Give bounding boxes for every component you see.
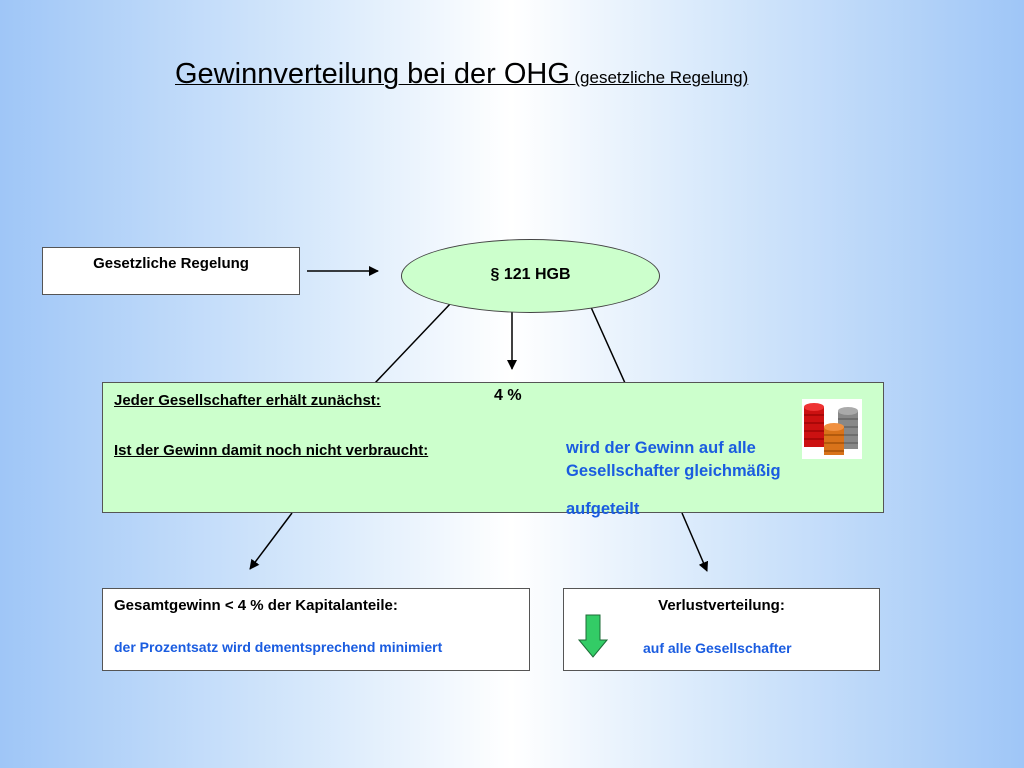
distribution-line-1: wird der Gewinn auf alle [566,439,756,457]
distribution-text [566,437,781,483]
hgb-ellipse [401,239,660,313]
first-rule-label: Jeder Gesellschafter erhält zunächst: [114,392,381,409]
line-right-top [590,305,625,383]
title-main: Gewinnverteilung bei der OHG [175,58,570,90]
arrow-to-verlust [682,513,707,571]
total-profit-heading: Gesamtgewinn < 4 % der Kapitalanteile: [114,597,398,614]
loss-distribution-heading: Verlustverteilung: [658,597,785,614]
legal-regulation-box [42,247,300,295]
total-profit-box [102,588,530,671]
loss-distribution-box [563,588,880,671]
loss-distribution-body: auf alle Gesellschafter [643,640,792,656]
down-arrow-icon [578,614,608,658]
title-sub: (gesetzliche Regelung) [574,68,749,87]
coin-stacks-icon [802,399,862,459]
page-title [175,58,748,91]
arrow-to-gesamt [250,513,292,569]
distribution-line-3: aufgeteilt [566,500,640,518]
line-left-top [375,303,451,383]
legal-regulation-label: Gesetzliche Regelung [93,255,249,272]
distribution-line-2: Gesellschafter gleichmäßig [566,462,781,480]
second-rule-label: Ist der Gewinn damit noch nicht verbraucht: [114,442,429,459]
hgb-label: § 121 HGB [490,266,571,283]
total-profit-body: der Prozentsatz wird dementsprechend minimiert [114,639,443,655]
percent-label: 4 % [494,387,522,404]
